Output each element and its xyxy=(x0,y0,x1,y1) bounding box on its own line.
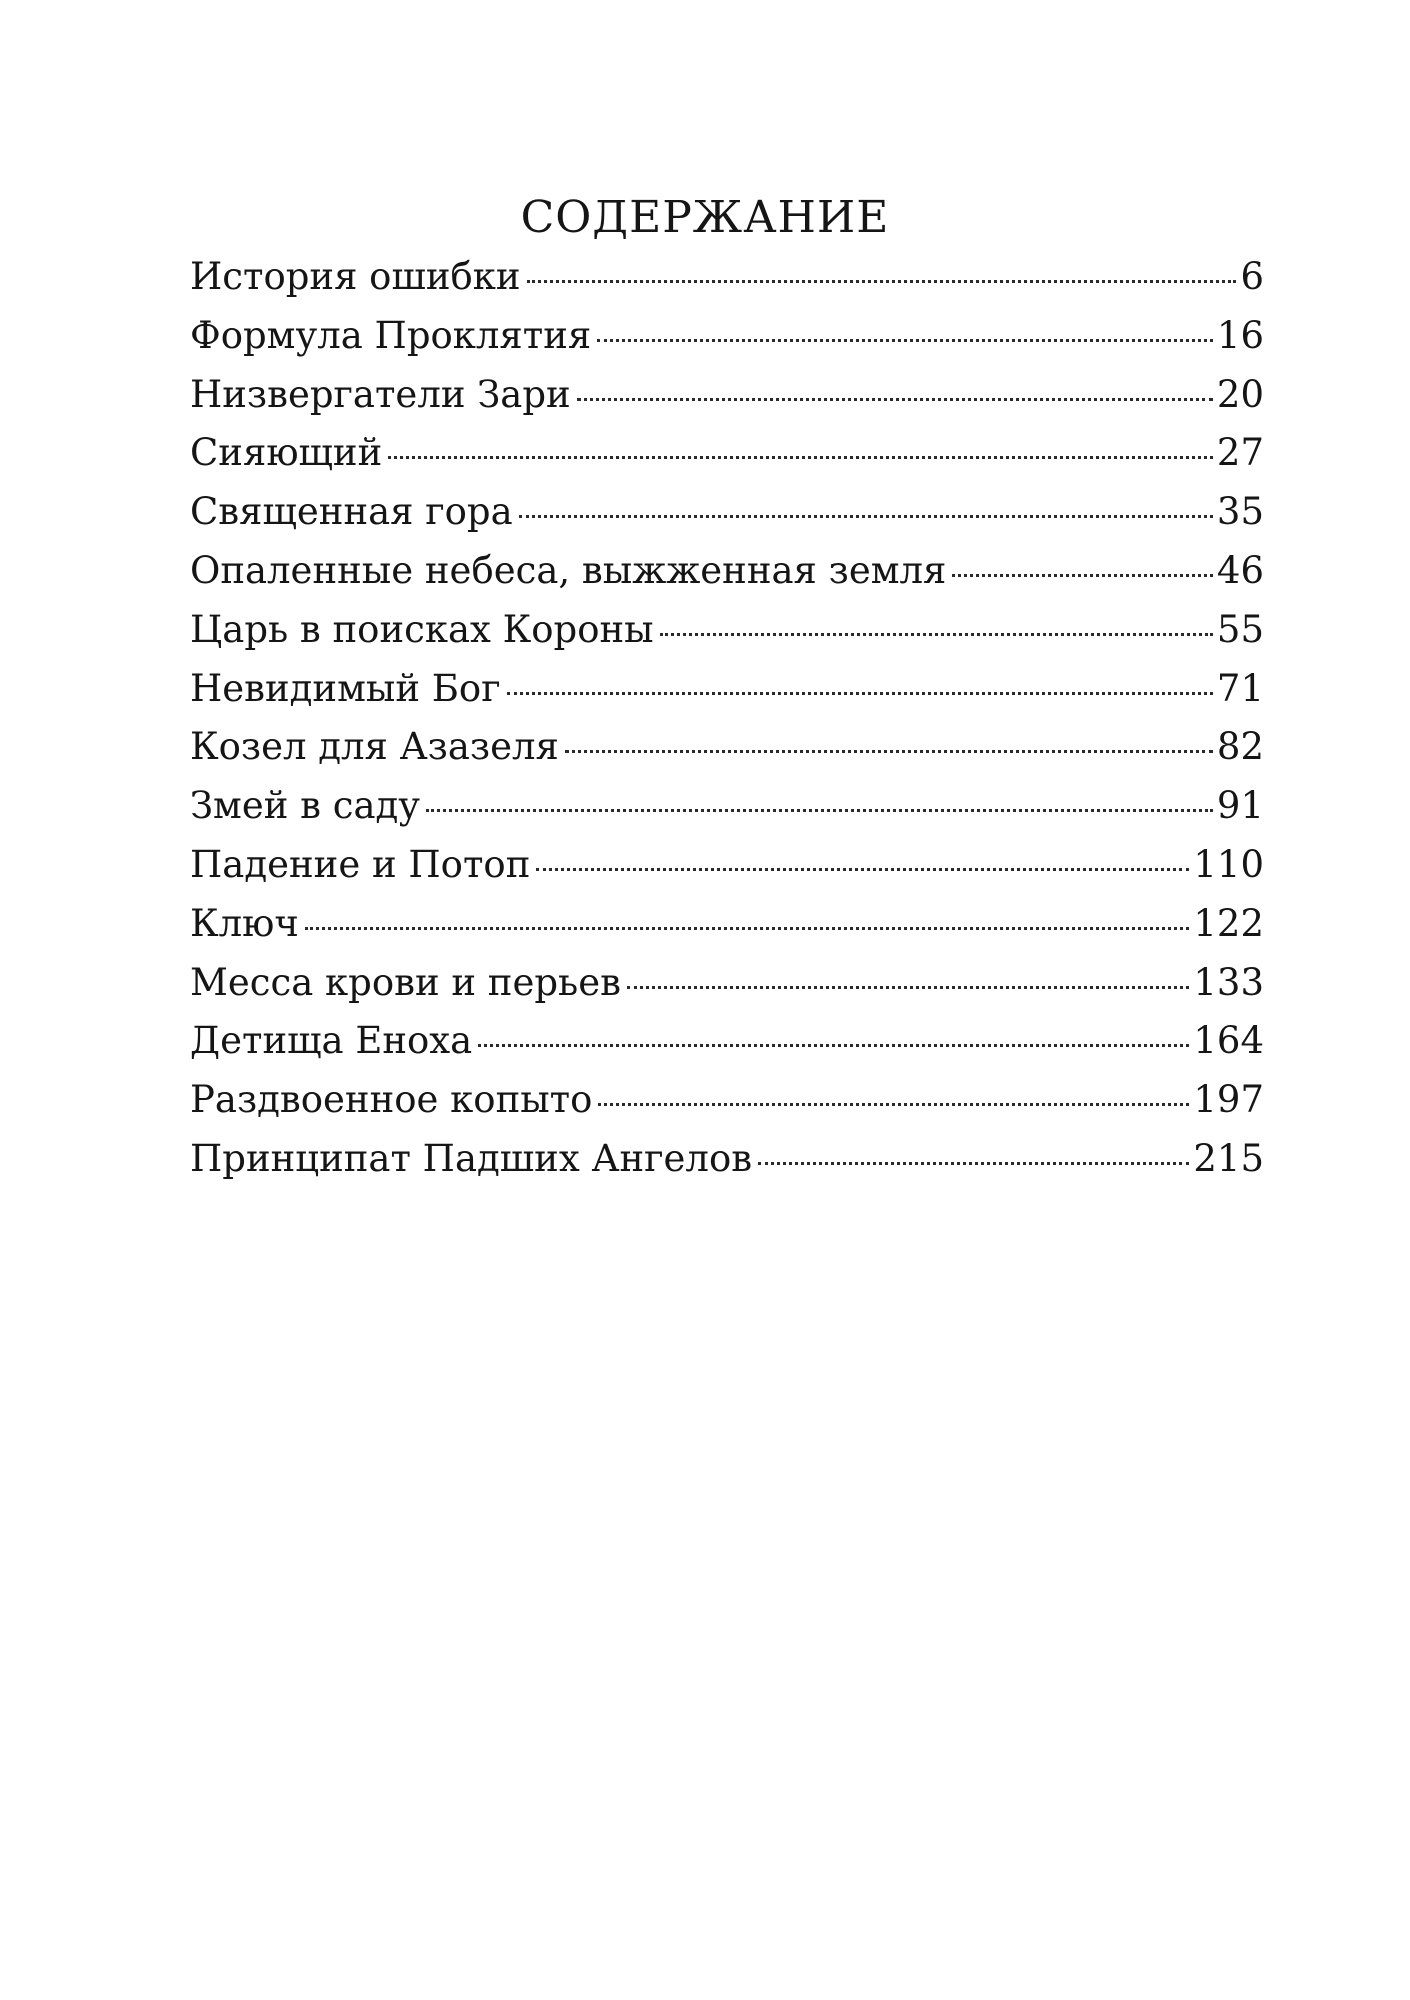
toc-page-number: 82 xyxy=(1216,725,1264,769)
toc-entry-title: Сияющий xyxy=(190,431,383,475)
toc-page-number: 164 xyxy=(1193,1019,1264,1063)
toc-entry-title: Раздвоенное копыто xyxy=(190,1078,593,1122)
dot-leader xyxy=(758,1162,1189,1165)
dot-leader xyxy=(598,1103,1189,1106)
toc-entry xyxy=(190,1012,1264,1071)
dot-leader xyxy=(577,398,1213,401)
toc-entry-title: Ключ xyxy=(190,901,299,945)
toc-heading: СОДЕРЖАНИЕ xyxy=(520,192,890,243)
dot-leader xyxy=(660,633,1213,636)
toc-entry-title: Змей в саду xyxy=(190,784,421,828)
dot-leader xyxy=(952,574,1213,577)
dot-leader xyxy=(305,927,1190,930)
toc-entry-title: Невидимый Бог xyxy=(190,666,501,710)
toc-page-number: 91 xyxy=(1216,784,1264,828)
toc-page-number: 197 xyxy=(1193,1078,1264,1122)
toc-entry xyxy=(190,954,1264,1013)
toc-page-number: 20 xyxy=(1216,372,1264,416)
toc-entry-title: Козел для Азазеля xyxy=(190,725,559,769)
toc-page-number: 55 xyxy=(1216,607,1264,651)
toc-entry-title: Детища Еноха xyxy=(190,1019,473,1063)
dot-leader xyxy=(527,280,1237,283)
toc-page-number: 215 xyxy=(1193,1136,1264,1180)
toc-entry xyxy=(190,483,1264,542)
toc-list xyxy=(190,248,1264,1189)
toc-entry xyxy=(190,601,1264,660)
toc-entry xyxy=(190,718,1264,777)
toc-entry xyxy=(190,366,1264,425)
toc-page-number: 27 xyxy=(1216,431,1264,475)
toc-page-number: 71 xyxy=(1216,666,1264,710)
toc-entry-title: Месса крови и перьев xyxy=(190,960,621,1004)
toc-entry xyxy=(190,248,1264,307)
toc-page-number: 46 xyxy=(1216,548,1264,592)
toc-page-number: 16 xyxy=(1216,313,1264,357)
toc-entry-title: Священная гора xyxy=(190,490,513,534)
toc-entry xyxy=(190,895,1264,954)
dot-leader xyxy=(388,456,1213,459)
toc-entry-title: Опаленные небеса, выжженная земля xyxy=(190,548,947,592)
toc-entry xyxy=(190,424,1264,483)
dot-leader xyxy=(565,750,1213,753)
toc-entry xyxy=(190,1071,1264,1130)
toc-entry xyxy=(190,660,1264,719)
toc-page-number: 6 xyxy=(1240,255,1264,298)
toc-entry xyxy=(190,836,1264,895)
dot-leader xyxy=(519,515,1213,518)
toc-entry-title: Низвергатели Зари xyxy=(190,372,571,416)
toc-entry-title: Царь в поисках Короны xyxy=(190,607,654,651)
toc-page-number: 35 xyxy=(1216,490,1264,534)
toc-entry xyxy=(190,307,1264,366)
toc-entry xyxy=(190,1130,1264,1189)
toc-page-number: 122 xyxy=(1193,901,1264,945)
dot-leader xyxy=(507,692,1213,695)
toc-entry-title: Падение и Потоп xyxy=(190,842,531,886)
dot-leader xyxy=(426,809,1213,812)
toc-page-number: 110 xyxy=(1193,842,1264,886)
toc-page-number: 133 xyxy=(1193,960,1264,1004)
toc-entry xyxy=(190,777,1264,836)
dot-leader xyxy=(627,986,1189,989)
toc-entry-title: История ошибки xyxy=(190,255,521,298)
toc-entry-title: Формула Проклятия xyxy=(190,313,592,357)
toc-entry xyxy=(190,542,1264,601)
dot-leader xyxy=(597,339,1213,342)
dot-leader xyxy=(478,1044,1189,1047)
dot-leader xyxy=(536,868,1189,871)
toc-entry-title: Принципат Падших Ангелов xyxy=(190,1136,753,1180)
